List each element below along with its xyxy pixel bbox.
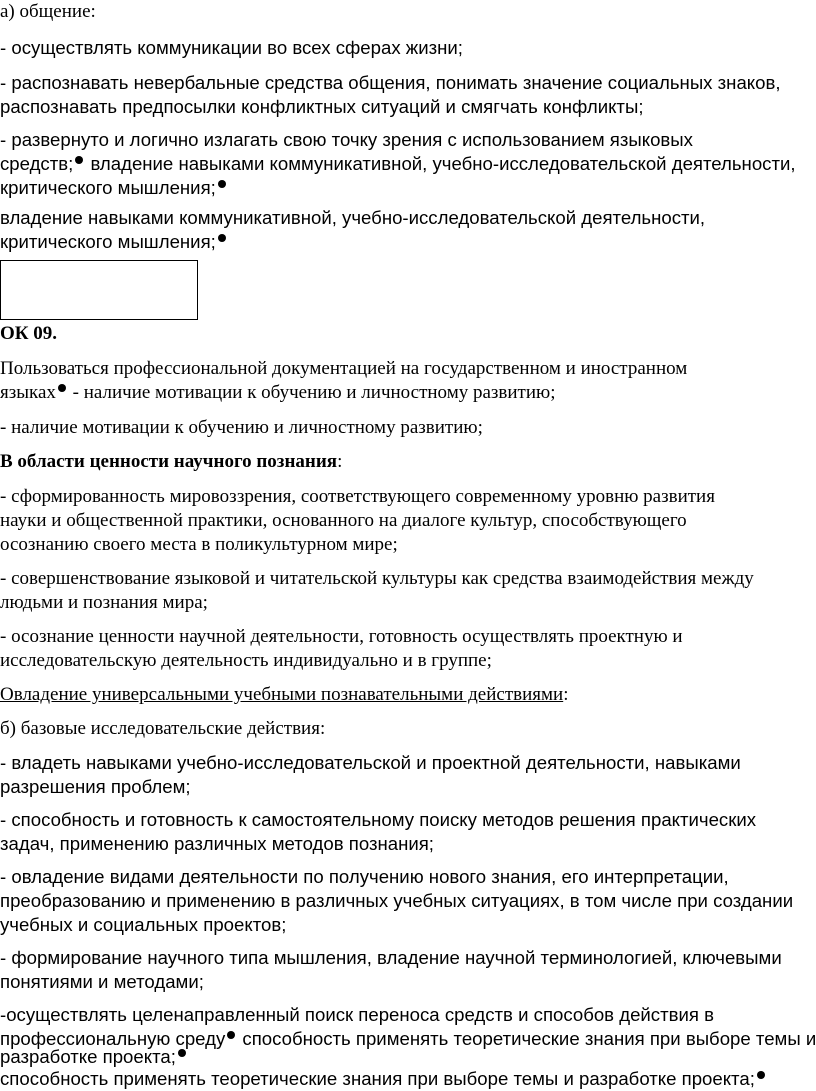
bullet-icon [58, 384, 66, 392]
line-scientific-thinking-1: - формирование научного типа мышления, владение научной терминологией, ключевыми [0, 947, 782, 968]
empty-table-cell [0, 260, 198, 320]
line-theory-application-text: способность применять теоретические знания при выборе темы и разработке проекта; [0, 1068, 755, 1089]
line-worldview-2: науки и общественной практики, основанного на диалоге культур, способствующего [0, 510, 687, 531]
bullet-icon [227, 1031, 235, 1039]
bullet-icon [75, 156, 83, 164]
line-motivation: - наличие мотивации к обучению и личностному развитию; [0, 417, 483, 438]
line-communication-heading: а) общение: [0, 1, 96, 22]
line-ability-2: задач, применению различных методов познания; [0, 833, 434, 854]
bullet-icon [218, 234, 226, 242]
science-heading-bold: В области ценности научного познания [0, 451, 338, 472]
line-worldview-3: осознанию своего места в поликультурном мире; [0, 534, 398, 555]
bullet-icon [218, 180, 226, 188]
bullet-icon [178, 1049, 186, 1057]
line-transfer-1: -осуществлять целенаправленный поиск переноса средств и способов действия в [0, 1004, 714, 1025]
line-scientific-thinking-2: понятиями и методами; [0, 971, 204, 992]
line-worldview-1: - сформированность мировоззрения, соответствующего современному уровню развития [0, 486, 715, 507]
line-viewpoint-2-start: средств; [0, 153, 74, 174]
line-mastery-3: учебных и социальных проектов; [0, 914, 287, 935]
line-critical-thinking-1 [0, 176, 228, 200]
line-documentation-2-start: языках [0, 382, 56, 403]
line-skills-projects-1: - владеть навыками учебно-исследовательской и проектной деятельности, навыками [0, 752, 741, 773]
universal-actions-colon: : [563, 684, 569, 705]
line-critical-thinking-2 [0, 230, 228, 254]
line-viewpoint-2 [0, 152, 796, 176]
line-basic-research: б) базовые исследовательские действия: [0, 718, 326, 739]
line-universal-actions [0, 683, 568, 707]
line-science-heading [0, 450, 342, 474]
line-communication-all-spheres: - осуществлять коммуникации во всех сферах жизни; [0, 37, 463, 58]
line-ability-1: - способность и готовность к самостоятельному поиску методов решения практических [0, 809, 757, 830]
line-nonverbal-1: - распознавать невербальные средства общения, понимать значение социальных знаков, [0, 72, 781, 93]
ok-09-heading: ОК 09. [0, 323, 58, 344]
science-heading-colon: : [337, 451, 343, 472]
line-documentation-2-end: - наличие мотивации к обучению и личностному развитию; [67, 382, 556, 403]
line-critical-thinking-2-text: критического мышления; [0, 231, 216, 252]
universal-actions-underlined: Овладение универсальными учебными познавательными действиями [0, 684, 564, 705]
line-documentation-2 [0, 381, 556, 405]
line-skills-1: владение навыками коммуникативной, учебно-исследовательской деятельности, [0, 207, 706, 228]
line-transfer-2-start: профессиональную среду [0, 1028, 226, 1049]
line-critical-thinking-1-text: критического мышления; [0, 177, 216, 198]
line-viewpoint-2-end: владение навыками коммуникативной, учебно-исследовательской деятельности, [85, 153, 796, 174]
line-transfer-3 [0, 1045, 188, 1069]
line-nonverbal-2: распознавать предпосылки конфликтных ситуаций и смягчать конфликты; [0, 96, 644, 117]
line-viewpoint-1: - развернуто и логично излагать свою точку зрения с использованием языковых [0, 129, 693, 150]
line-research-value-2: исследовательскую деятельность индивидуально и в группе; [0, 650, 492, 671]
line-culture-2: людьми и познания мира; [0, 592, 208, 613]
line-mastery-1: - овладение видами деятельности по получению нового знания, его интерпретации, [0, 866, 729, 887]
bullet-icon [757, 1071, 765, 1079]
line-mastery-2: преобразованию и применению в различных учебных ситуациях, в том числе при создании [0, 890, 794, 911]
line-research-value-1: - осознание ценности научной деятельности, готовность осуществлять проектную и [0, 626, 683, 647]
line-theory-application [0, 1067, 767, 1091]
line-culture-1: - совершенствование языковой и читательской культуры как средства взаимодействия между [0, 568, 754, 589]
line-documentation-1: Пользоваться профессиональной документацией на государственном и иностранном [0, 358, 688, 379]
line-skills-projects-2: разрешения проблем; [0, 776, 191, 797]
line-transfer-2-end: способность применять теоретические знания при выборе темы и [237, 1028, 816, 1049]
line-transfer-3-text: разработке проекта; [0, 1046, 176, 1067]
